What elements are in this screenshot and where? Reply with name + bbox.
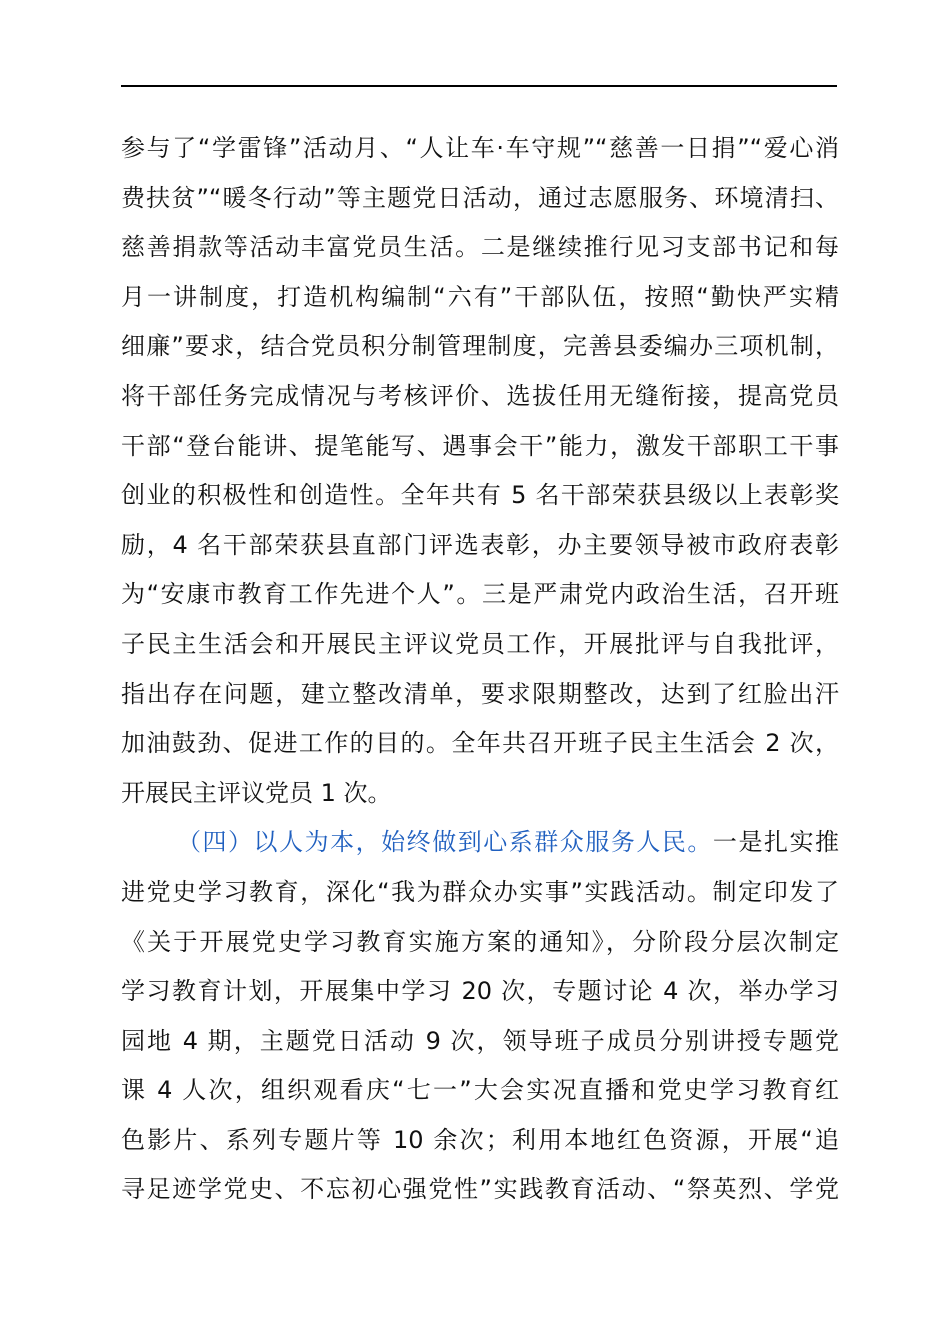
text-line: 进党史学习教育，深化“我为群众办实事”实践活动。制定印发了: [121, 877, 839, 906]
text-line: 干部“登台能讲、提笔能写、遇事会干”能力，激发干部职工干事: [121, 431, 839, 460]
text-line: 指出存在问题，建立整改清单，要求限期整改，达到了红脸出汗: [121, 679, 839, 708]
text-line: 慈善捐款等活动丰富党员生活。二是继续推行见习支部书记和每: [121, 233, 839, 262]
text-line: 寻足迹学党史、不忘初心强党性”实践教育活动、“祭英烈、学党: [121, 1175, 839, 1204]
document-body: [121, 124, 839, 1215]
header-rule: [121, 85, 837, 87]
text-line: 月一讲制度，打造机构编制“六有”干部队伍，按照“勤快严实精: [121, 282, 839, 311]
text-line-last: 开展民主评议党员 1 次。: [121, 778, 392, 807]
text-line: 励，4 名干部荣获县直部门评选表彰，办主要领导被市政府表彰: [121, 530, 839, 559]
text-line: 《关于开展党史学习教育实施方案的通知》，分阶段分层次制定: [121, 927, 839, 956]
text-line: 费扶贫”“暖冬行动”等主题党日活动，通过志愿服务、环境清扫、: [121, 183, 839, 212]
text-line: 细廉”要求，结合党员积分制管理制度，完善县委编办三项机制，: [121, 332, 839, 361]
text-line: 参与了“学雷锋”活动月、“人让车·车守规”“慈善一日捐”“爱心消: [121, 134, 839, 162]
section-heading-line: [121, 818, 839, 868]
section-heading: （四）以人为本，始终做到心系群众服务人民。: [177, 828, 713, 857]
text-line: 为“安康市教育工作先进个人”。三是严肃党内政治生活，召开班: [121, 580, 839, 609]
text-line: 子民主生活会和开展民主评议党员工作，开展批评与自我批评，: [121, 629, 839, 658]
text-line: 加油鼓劲、促进工作的目的。全年共召开班子民主生活会 2 次，: [121, 729, 839, 758]
text-line: 色影片、系列专题片等 10 余次；利用本地红色资源，开展“追: [121, 1125, 839, 1154]
text-line: 学习教育计划，开展集中学习 20 次，专题讨论 4 次，举办学习: [121, 977, 839, 1006]
text-line: 课 4 人次，组织观看庆“七一”大会实况直播和党史学习教育红: [121, 1076, 839, 1105]
text-line: 将干部任务完成情况与考核评价、选拔任用无缝衔接，提高党员: [121, 381, 839, 410]
text-line: 园地 4 期，主题党日活动 9 次，领导班子成员分别讲授专题党: [121, 1026, 839, 1055]
text-line: 创业的积极性和创造性。全年共有 5 名干部荣获县级以上表彰奖: [121, 481, 839, 510]
heading-line-rest: 一是扎实推: [712, 828, 839, 857]
